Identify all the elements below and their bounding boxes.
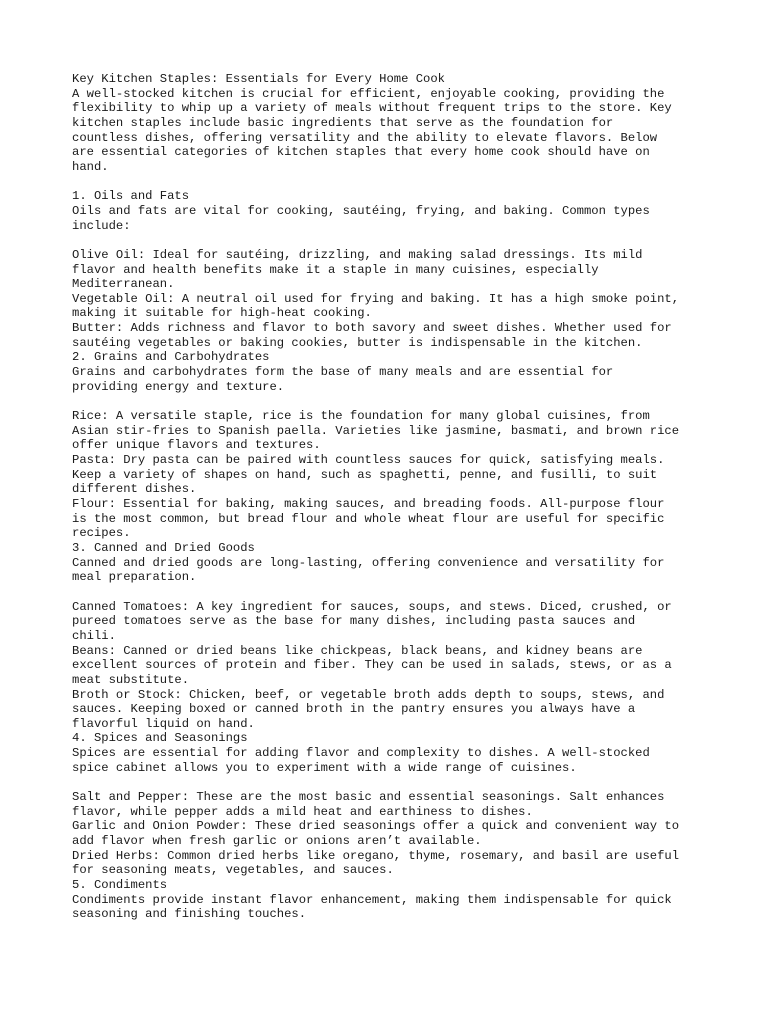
list-item-line: making it suitable for high-heat cooking. <box>72 306 372 321</box>
list-item-line: flavorful liquid on hand. <box>72 716 255 731</box>
section-text-line: providing energy and texture. <box>72 379 285 394</box>
section-text-line: Spices are essential for adding flavor and complexity to dishes. A well-stocked <box>72 746 650 761</box>
section-text-line: Condiments provide instant flavor enhancement, making them indispensable for quick <box>72 892 672 907</box>
list-item-line: pureed tomatoes serve as the base for many dishes, including pasta sauces and <box>72 614 636 629</box>
list-item-line: sauces. Keeping boxed or canned broth in the pantry ensures you always have a <box>72 702 636 717</box>
list-item-line: Mediterranean. <box>72 277 175 292</box>
section-text-line: seasoning and finishing touches. <box>72 907 307 922</box>
list-item-line: add flavor when fresh garlic or onions aren’t available. <box>72 834 482 849</box>
list-item-line: Olive Oil: Ideal for sautéing, drizzling, and making salad dressings. Its mild <box>72 247 643 262</box>
list-item-line: recipes. <box>72 526 131 541</box>
list-item-line: Keep a variety of shapes on hand, such as spaghetti, penne, and fusilli, to suit <box>72 467 658 482</box>
section-text-line: spice cabinet allows you to experiment with a wide range of cuisines. <box>72 760 577 775</box>
list-item-line: offer unique flavors and textures. <box>72 438 321 453</box>
section-heading-grains: 2. Grains and Carbohydrates <box>72 350 270 365</box>
list-item-line: Beans: Canned or dried beans like chickpeas, black beans, and kidney beans are <box>72 643 643 658</box>
intro-paragraph-line: flexibility to whip up a variety of meals without frequent trips to the store. Key <box>72 101 672 116</box>
list-item-line: Broth or Stock: Chicken, beef, or vegetable broth adds depth to soups, stews, and <box>72 687 665 702</box>
list-item-line: excellent sources of protein and fiber. They can be used in salads, stews, or as a <box>72 658 672 673</box>
list-item-line: flavor and health benefits make it a staple in many cuisines, especially <box>72 262 599 277</box>
list-item-line: Rice: A versatile staple, rice is the foundation for many global cuisines, from <box>72 409 650 424</box>
section-text-line: Oils and fats are vital for cooking, sautéing, frying, and baking. Common types <box>72 203 650 218</box>
list-item-line: Garlic and Onion Powder: These dried seasonings offer a quick and convenient way to <box>72 819 680 834</box>
section-heading-condiments: 5. Condiments <box>72 878 168 893</box>
section-heading-spices: 4. Spices and Seasonings <box>72 731 248 746</box>
blank-line <box>72 585 704 600</box>
list-item-line: flavor, while pepper adds a mild heat and earthiness to dishes. <box>72 804 533 819</box>
list-item-line: Canned Tomatoes: A key ingredient for sauces, soups, and stews. Diced, crushed, or <box>72 599 672 614</box>
list-item-line: Butter: Adds richness and flavor to both savory and sweet dishes. Whether used for <box>72 321 672 336</box>
list-item-line: chili. <box>72 628 116 643</box>
section-text-line: Grains and carbohydrates form the base of many meals and are essential for <box>72 365 614 380</box>
blank-line <box>72 233 704 248</box>
list-item-line: Dried Herbs: Common dried herbs like oregano, thyme, rosemary, and basil are useful <box>72 848 680 863</box>
section-text-line: Canned and dried goods are long-lasting, offering convenience and versatility for <box>72 555 665 570</box>
section-heading-canned-dried: 3. Canned and Dried Goods <box>72 540 255 555</box>
list-item-line: Pasta: Dry pasta can be paired with countless sauces for quick, satisfying meals. <box>72 453 665 468</box>
intro-paragraph-line: are essential categories of kitchen staples that every home cook should have on <box>72 145 650 160</box>
intro-paragraph-line: kitchen staples include basic ingredients that serve as the foundation for <box>72 115 614 130</box>
blank-line <box>72 394 704 409</box>
intro-paragraph-line: countless dishes, offering versatility and the ability to elevate flavors. Below <box>72 130 658 145</box>
document-page <box>72 72 704 922</box>
section-text-line: meal preparation. <box>72 570 197 585</box>
list-item-line: Vegetable Oil: A neutral oil used for frying and baking. It has a high smoke point, <box>72 291 680 306</box>
list-item-line: different dishes. <box>72 482 197 497</box>
list-item-line: Asian stir-fries to Spanish paella. Varieties like jasmine, basmati, and brown rice <box>72 423 680 438</box>
document-title: Key Kitchen Staples: Essentials for Every Home Cook <box>72 72 445 86</box>
blank-line <box>72 175 704 190</box>
blank-line <box>72 775 704 790</box>
intro-paragraph-line: A well-stocked kitchen is crucial for efficient, enjoyable cooking, providing the <box>72 86 665 101</box>
section-heading-oils-fats: 1. Oils and Fats <box>72 189 190 204</box>
section-text-line: include: <box>72 218 131 233</box>
list-item-line: sautéing vegetables or baking cookies, butter is indispensable in the kitchen. <box>72 335 643 350</box>
list-item-line: for seasoning meats, vegetables, and sauces. <box>72 863 394 878</box>
list-item-line: Flour: Essential for baking, making sauces, and breading foods. All-purpose flour <box>72 496 665 511</box>
list-item-line: meat substitute. <box>72 672 190 687</box>
list-item-line: Salt and Pepper: These are the most basic and essential seasonings. Salt enhances <box>72 790 665 805</box>
list-item-line: is the most common, but bread flour and whole wheat flour are useful for specific <box>72 511 665 526</box>
intro-paragraph-line: hand. <box>72 159 109 174</box>
